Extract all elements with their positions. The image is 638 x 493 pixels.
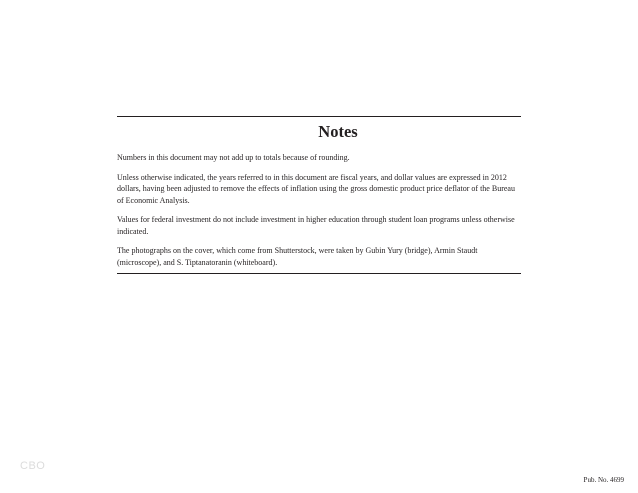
note-fiscal-years: Unless otherwise indicated, the years referred to in this document are fiscal years, and dollar values are expressed in 2012 dollars, having been adjusted to remove the effects of inflation using the gross domestic product price deflator of the Bureau of Economic Analysis.	[117, 172, 515, 205]
note-photographs: The photographs on the cover, which come from Shutterstock, were taken by Gubin Yury (bridge), Armin Staudt (microscope), and S. Tiptanatoranin (whiteboard).	[117, 246, 478, 267]
note-rounding: Numbers in this document may not add up to totals because of rounding.	[117, 153, 350, 162]
notes-title: Notes	[318, 122, 358, 141]
note-federal-investment: Values for federal investment do not include investment in higher education through student loan programs unless otherwise indicated.	[117, 215, 515, 236]
top-rule	[117, 116, 521, 117]
publication-number: Pub. No. 4699	[583, 476, 624, 484]
bottom-rule	[117, 273, 521, 274]
notes-section	[117, 116, 521, 274]
cbo-logo: CBO	[20, 460, 46, 472]
